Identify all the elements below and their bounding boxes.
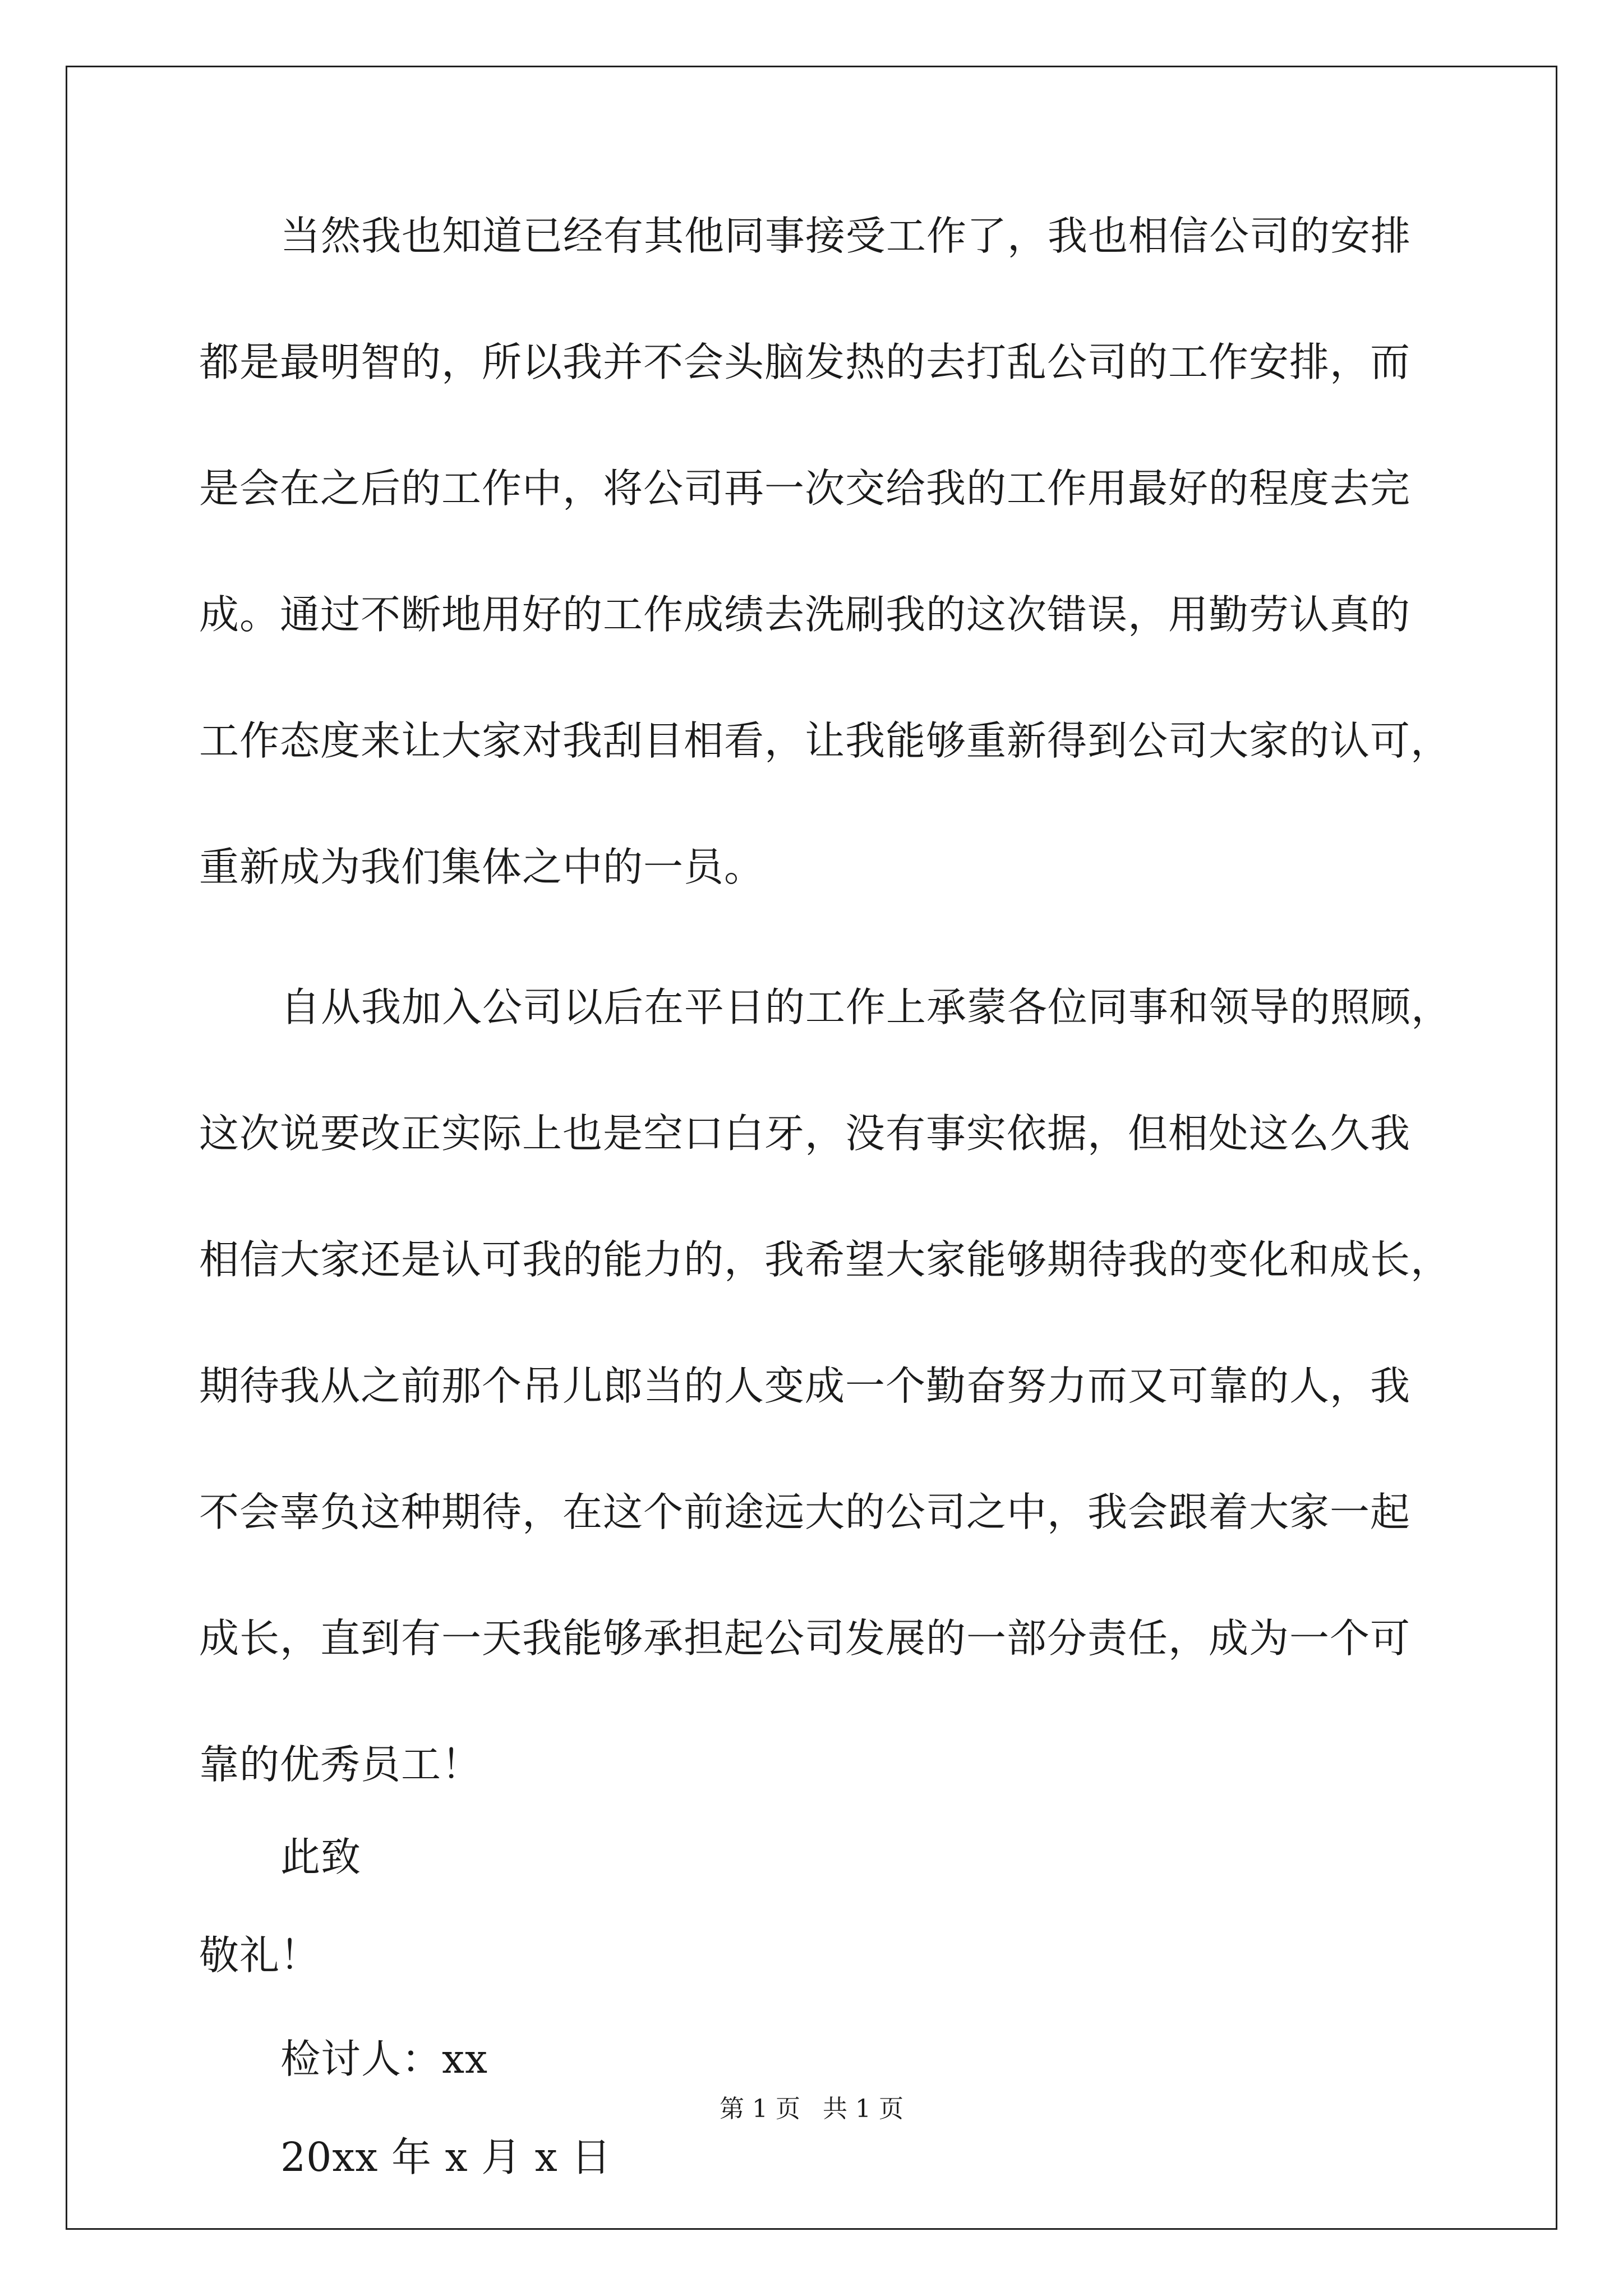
paragraph-line: 这次说要改正实际上也是空口白牙，没有事实依据，但相处这么久我 bbox=[199, 1110, 1411, 1157]
paragraph-line: 重新成为我们集体之中的一员。 bbox=[199, 844, 765, 890]
closing-salutation: 此致 bbox=[280, 1834, 362, 1880]
signer-name: 检讨人：xx bbox=[280, 2036, 488, 2082]
paragraph-line: 相信大家还是认可我的能力的，我希望大家能够期待我的变化和成长， bbox=[199, 1236, 1451, 1283]
closing-regards: 敬礼！ bbox=[199, 1932, 321, 1978]
paragraph-line: 靠的优秀员工！ bbox=[199, 1741, 482, 1788]
paragraph-line: 自从我加入公司以后在平日的工作上承蒙各位同事和领导的照顾， bbox=[280, 984, 1452, 1030]
paragraph-line: 成长，直到有一天我能够承担起公司发展的一部分责任，成为一个可 bbox=[199, 1615, 1411, 1662]
page-footer bbox=[0, 2097, 1623, 2122]
paragraph-line: 是会在之后的工作中，将公司再一次交给我的工作用最好的程度去完 bbox=[199, 465, 1411, 512]
paragraph-line: 成。通过不断地用好的工作成绩去洗刷我的这次错误，用勤劳认真的 bbox=[199, 591, 1411, 638]
paragraph-line: 工作态度来让大家对我刮目相看，让我能够重新得到公司大家的认可， bbox=[199, 717, 1451, 764]
page-total: 共 1 页 bbox=[823, 2095, 903, 2123]
paragraph-line: 都是最明智的，所以我并不会头脑发热的去打乱公司的工作安排，而 bbox=[199, 339, 1411, 385]
signature-date: 20xx 年 x 月 x 日 bbox=[280, 2134, 612, 2180]
page-number: 第 1 页 bbox=[720, 2095, 800, 2123]
paragraph-line: 不会辜负这种期待，在这个前途远大的公司之中，我会跟着大家一起 bbox=[199, 1489, 1411, 1535]
paragraph-line: 期待我从之前那个吊儿郎当的人变成一个勤奋努力而又可靠的人，我 bbox=[199, 1363, 1411, 1409]
paragraph-line: 当然我也知道已经有其他同事接受工作了，我也相信公司的安排 bbox=[280, 213, 1412, 259]
